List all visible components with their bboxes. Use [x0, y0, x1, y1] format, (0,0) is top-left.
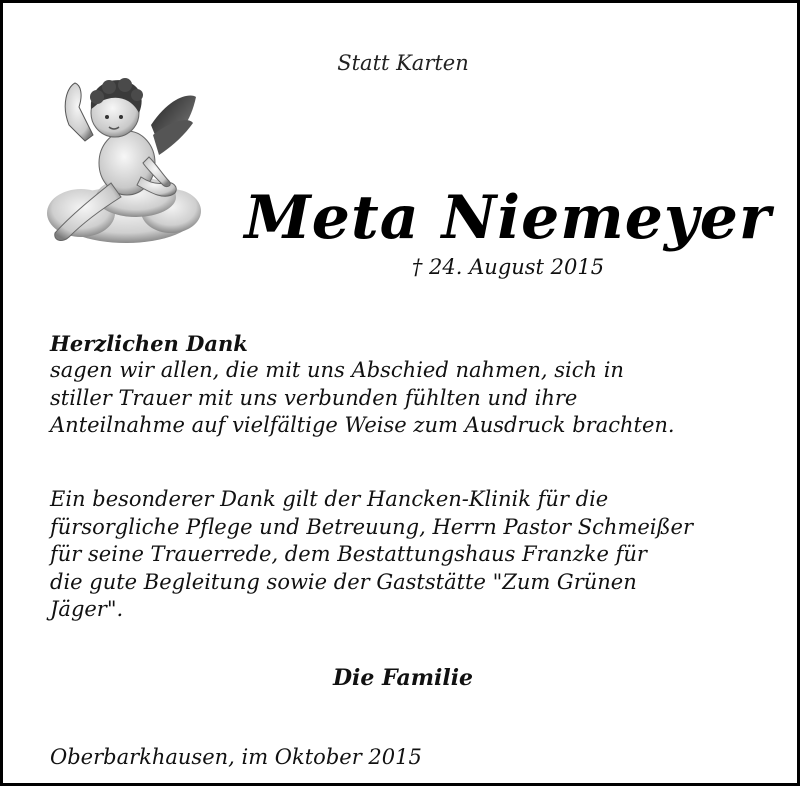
paragraph-line: fürsorgliche Pflege und Betreuung, Herrn Pastor Schmeißer — [50, 514, 693, 539]
thanks-heading: Herzlichen Dank — [50, 331, 248, 356]
death-date: † 24. August 2015 — [411, 255, 605, 279]
cherub-angel-icon — [41, 65, 205, 255]
deceased-name: Meta Niemeyer — [244, 183, 772, 253]
paragraph-line: sagen wir allen, die mit uns Abschied nahmen, sich in — [50, 358, 624, 382]
paragraph-line: für seine Trauerrede, dem Bestattungshaus Franzke für — [50, 542, 647, 566]
special-thanks-paragraph — [50, 486, 770, 624]
paragraph-line: Ein besonderer Dank gilt der Hancken-Klinik für die — [50, 487, 609, 511]
paragraph-line: Jäger". — [50, 597, 124, 621]
place-and-date: Oberbarkhausen, im Oktober 2015 — [50, 745, 422, 769]
paragraph-line: Anteilnahme auf vielfältige Weise zum Ausdruck brachten. — [50, 413, 675, 437]
paragraph-line: stiller Trauer mit uns verbunden fühlten und ihre — [50, 385, 578, 410]
thanks-paragraph — [50, 357, 770, 440]
paragraph-line: die gute Begleitung sowie der Gaststätte "Zum Grünen — [50, 569, 637, 594]
header-text: Statt Karten — [337, 51, 469, 75]
signature: Die Familie — [332, 665, 474, 691]
